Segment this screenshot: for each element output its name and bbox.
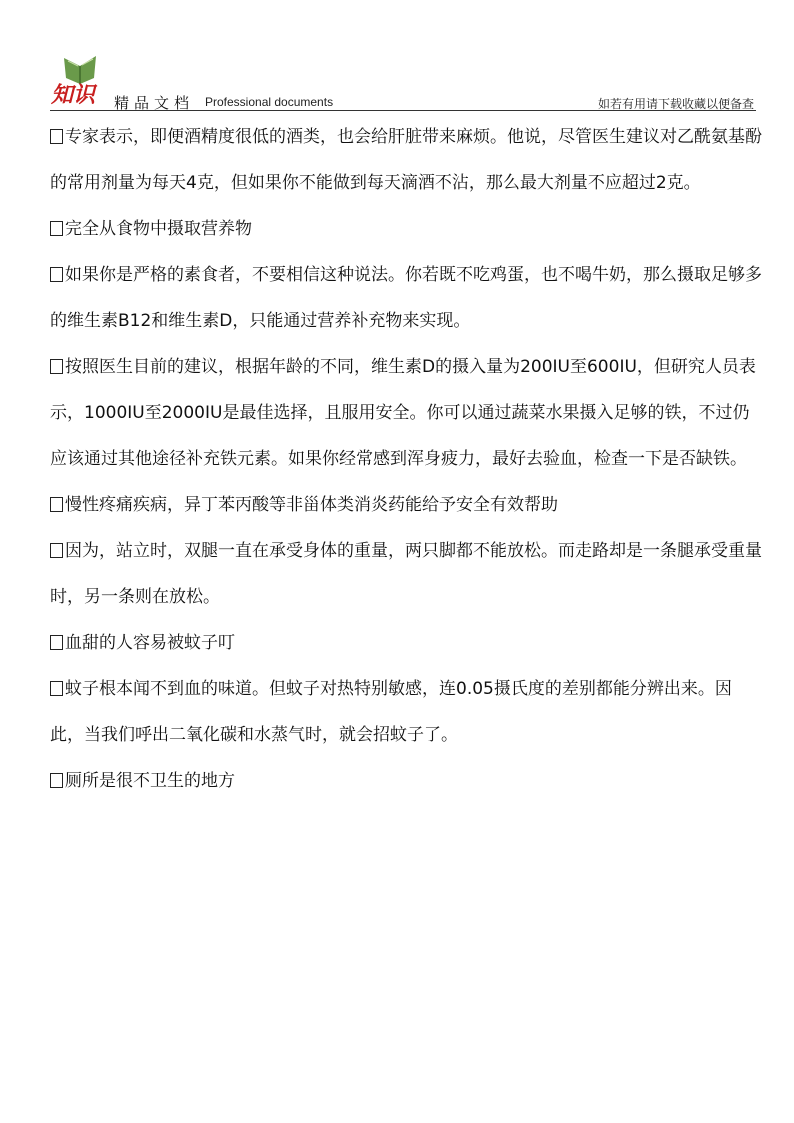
paragraph-text: 慢性疼痛疾病，异丁苯丙酸等非甾体类消炎药能给予安全有效帮助 [65, 495, 558, 515]
checkbox-icon [50, 543, 63, 558]
checkbox-icon [50, 359, 63, 374]
paragraph [50, 482, 762, 528]
paragraph-text: 因为，站立时，双腿一直在承受身体的重量，两只脚都不能放松。而走路却是一条腿承受重量时，另一条则在放松。 [50, 541, 762, 607]
checkbox-icon [50, 681, 63, 696]
checkbox-icon [50, 267, 63, 282]
paragraph [50, 528, 762, 620]
paragraph-text: 厕所是很不卫生的地方 [65, 771, 235, 791]
paragraph-text: 蚊子根本闻不到血的味道。但蚊子对热特别敏感，连0.05摄氏度的差别都能分辨出来。因此，当我们呼出二氧化碳和水蒸气时，就会招蚊子了。 [50, 679, 732, 745]
paragraph-text: 专家表示，即便酒精度很低的酒类，也会给肝脏带来麻烦。他说，尽管医生建议对乙酰氨基酚的常用剂量为每天4克，但如果你不能做到每天滴酒不沾，那么最大剂量不应超过2克。 [50, 127, 762, 193]
document-body [50, 114, 762, 804]
checkbox-icon [50, 129, 63, 144]
paragraph-text: 按照医生目前的建议，根据年龄的不同，维生素D的摄入量为200IU至600IU，但研究人员表示，1000IU至2000IU是最佳选择，且服用安全。你可以通过蔬菜水果摄入足够的铁，不过仍应该通过其他途径补充铁元素。如果你经常感到浑身疲力，最好去验血，检查一下是否缺铁。 [50, 357, 756, 469]
paragraph [50, 114, 762, 206]
paragraph [50, 206, 762, 252]
header-title: 精品文档 [114, 94, 195, 112]
page-header [50, 52, 756, 110]
paragraph [50, 252, 762, 344]
checkbox-icon [50, 773, 63, 788]
paragraph-text: 完全从食物中摄取营养物 [65, 219, 252, 239]
book-logo-icon [50, 52, 108, 106]
header-subtitle: Professional documents [205, 95, 334, 109]
paragraph-text: 如果你是严格的素食者，不要相信这种说法。你若既不吃鸡蛋，也不喝牛奶，那么摄取足够多的维生素B12和维生素D，只能通过营养补充物来实现。 [50, 265, 762, 331]
paragraph [50, 758, 762, 804]
header-divider [50, 110, 756, 111]
checkbox-icon [50, 221, 63, 236]
paragraph [50, 344, 762, 482]
paragraph [50, 666, 762, 758]
checkbox-icon [50, 497, 63, 512]
header-note: 如若有用请下载收藏以便备查 [597, 97, 754, 111]
svg-text:知识: 知识 [51, 82, 96, 106]
paragraph-text: 血甜的人容易被蚊子叮 [65, 633, 235, 653]
paragraph [50, 620, 762, 666]
checkbox-icon [50, 635, 63, 650]
